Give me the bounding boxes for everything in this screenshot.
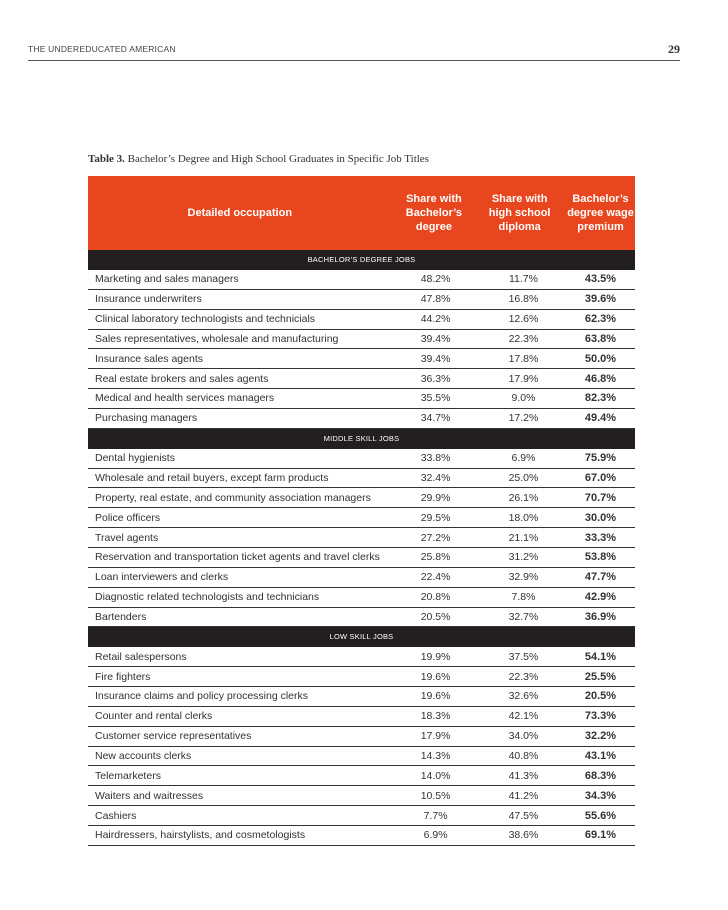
bachelors-share-cell: 25.8% [420,551,451,564]
table-row [88,290,635,310]
wage-premium-cell: 42.9% [584,591,617,604]
wage-premium-cell: 75.9% [584,452,617,465]
highschool-share-cell: 17.2% [508,412,539,425]
highschool-share-cell: 17.8% [508,352,539,365]
running-head: THE UNDEREDUCATED AMERICAN [28,44,176,54]
bachelors-share-cell: 47.8% [420,293,451,306]
wage-premium-cell: 70.7% [584,491,617,504]
highschool-share-cell: 42.1% [508,710,539,723]
occupation-cell: Reservation and transportation ticket agents and travel clerks [95,551,380,564]
highschool-share-cell: 26.1% [508,491,539,504]
table-row [88,647,635,667]
wage-premium-cell: 53.8% [584,551,617,564]
table-row [88,270,635,290]
occupation-cell: Purchasing managers [95,412,198,425]
highschool-share-cell: 7.8% [511,591,536,604]
bachelors-share-cell: 35.5% [420,392,451,405]
table-row [88,707,635,727]
table-caption-label: Table 3. [88,153,125,165]
bachelors-share-cell: 48.2% [420,273,451,286]
occupation-cell: Waiters and waitresses [95,789,204,802]
highschool-share-cell: 38.6% [508,829,539,842]
table-row [88,469,635,489]
bachelors-share-cell: 20.8% [420,591,451,604]
occupation-cell: Bartenders [95,610,147,623]
table-row [88,548,635,568]
bachelors-share-cell: 22.4% [420,571,451,584]
wage-premium-cell: 20.5% [584,690,617,703]
wage-premium-cell: 67.0% [584,472,617,485]
wage-premium-cell: 25.5% [584,670,617,683]
occupation-cell: Cashiers [95,809,137,822]
bachelors-share-cell: 14.0% [420,769,451,782]
wage-premium-cell: 39.6% [584,293,617,306]
table-row [88,330,635,350]
wage-premium-cell: 54.1% [584,650,617,663]
occupation-cell: Clinical laboratory technologists and technicials [95,313,316,326]
occupation-cell: Hairdressers, hairstylists, and cosmetologists [95,829,306,842]
table-row [88,488,635,508]
wage-premium-cell: 69.1% [584,829,617,842]
table-row [88,826,635,846]
occupation-cell: Travel agents [95,531,159,544]
bachelors-share-cell: 17.9% [420,730,451,743]
highschool-share-cell: 40.8% [508,749,539,762]
bachelors-share-cell: 32.4% [420,472,451,485]
occupation-cell: Sales representatives, wholesale and manufacturing [95,332,339,345]
highschool-share-cell: 32.6% [508,690,539,703]
occupation-cell: Real estate brokers and sales agents [95,372,269,385]
highschool-share-cell: 16.8% [508,293,539,306]
table-row [88,786,635,806]
wage-premium-cell: 73.3% [584,710,617,723]
wage-premium-cell: 68.3% [584,769,617,782]
highschool-share-cell: 32.9% [508,571,539,584]
highschool-share-cell: 22.3% [508,332,539,345]
wage-premium-cell: 82.3% [584,392,617,405]
bachelors-share-cell: 6.9% [423,829,448,842]
wage-premium-cell: 46.8% [584,372,617,385]
occupation-cell: Telemarketers [95,769,161,782]
highschool-share-cell: 21.1% [508,531,539,544]
occupation-cell: Wholesale and retail buyers, except farm products [95,472,329,485]
occupation-cell: Police officers [95,511,161,524]
bachelors-share-cell: 44.2% [420,313,451,326]
wage-premium-cell: 43.5% [584,273,617,286]
occupation-cell: Diagnostic related technologists and technicians [95,591,320,604]
bachelors-share-cell: 29.9% [420,491,451,504]
table-row [88,389,635,409]
highschool-share-cell: 47.5% [508,809,539,822]
table-row [88,528,635,548]
wage-premium-cell: 33.3% [584,531,617,544]
table-row [88,806,635,826]
occupation-cell: Loan interviewers and clerks [95,571,229,584]
highschool-share-cell: 11.7% [508,273,538,286]
bachelors-share-cell: 29.5% [420,511,451,524]
wage-premium-cell: 55.6% [584,809,617,822]
bachelors-share-cell: 19.6% [420,670,451,683]
section-header: BACHELOR’S DEGREE JOBS [88,250,635,270]
occupation-cell: Medical and health services managers [95,392,275,405]
occupation-table [88,176,635,846]
wage-premium-cell: 34.3% [584,789,617,802]
bachelors-share-cell: 39.4% [420,332,451,345]
bachelors-share-cell: 39.4% [420,352,451,365]
header-rule [28,60,680,61]
table-body [88,250,635,846]
occupation-cell: Retail salespersons [95,650,187,663]
wage-premium-cell: 30.0% [584,511,617,524]
wage-premium-cell: 36.9% [584,610,617,623]
highschool-share-cell: 9.0% [511,392,536,405]
wage-premium-cell: 43.1% [584,749,617,762]
bachelors-share-cell: 34.7% [420,412,451,425]
table-row [88,747,635,767]
table-caption [88,153,429,165]
wage-premium-cell: 62.3% [584,313,617,326]
bachelors-share-cell: 33.8% [420,452,451,465]
highschool-share-cell: 25.0% [508,472,539,485]
table-row [88,449,635,469]
occupation-cell: Insurance claims and policy processing clerks [95,690,309,703]
wage-premium-cell: 50.0% [584,352,617,365]
table-row [88,409,635,429]
occupation-cell: Counter and rental clerks [95,710,213,723]
table-row [88,568,635,588]
highschool-share-cell: 31.2% [508,551,539,564]
table-row [88,727,635,747]
occupation-cell: Insurance sales agents [95,352,203,365]
occupation-cell: Marketing and sales managers [95,273,239,286]
occupation-cell: Fire fighters [95,670,151,683]
highschool-share-cell: 12.6% [508,313,539,326]
bachelors-share-cell: 20.5% [420,610,451,623]
section-header: LOW SKILL JOBS [88,627,635,647]
header-occupation: Detailed occupation [187,207,293,219]
highschool-share-cell: 34.0% [508,730,539,743]
table-row [88,766,635,786]
wage-premium-cell: 32.2% [584,730,617,743]
bachelors-share-cell: 19.9% [420,650,451,663]
bachelors-share-cell: 36.3% [420,372,451,385]
header-share-highschool: Share with high school diploma [488,193,551,233]
wage-premium-cell: 49.4% [584,412,617,425]
occupation-cell: Dental hygienists [95,452,175,465]
wage-premium-cell: 47.7% [584,571,617,584]
highschool-share-cell: 17.9% [508,372,539,385]
occupation-cell: New accounts clerks [95,749,192,762]
section-header: MIDDLE SKILL JOBS [88,429,635,449]
page-number: 29 [668,42,680,56]
highschool-share-cell: 41.3% [508,769,539,782]
wage-premium-cell: 63.8% [584,332,617,345]
highschool-share-cell: 32.7% [508,610,539,623]
highschool-share-cell: 18.0% [508,511,539,524]
table-row [88,508,635,528]
header-share-bachelors: Share with Bachelor’s degree [405,193,463,233]
highschool-share-cell: 41.2% [508,789,539,802]
occupation-cell: Property, real estate, and community association managers [95,491,371,504]
table-header [88,176,635,250]
bachelors-share-cell: 27.2% [420,531,451,544]
occupation-cell: Customer service representatives [95,730,252,743]
table-row [88,349,635,369]
table-caption-text: Bachelor’s Degree and High School Graduates in Specific Job Titles [124,153,429,165]
bachelors-share-cell: 10.5% [420,789,451,802]
table-row [88,687,635,707]
highschool-share-cell: 6.9% [511,452,536,465]
bachelors-share-cell: 7.7% [423,809,448,822]
table-row [88,369,635,389]
bachelors-share-cell: 19.6% [420,690,451,703]
highschool-share-cell: 22.3% [508,670,539,683]
highschool-share-cell: 37.5% [508,650,539,663]
bachelors-share-cell: 18.3% [420,710,451,723]
header-wage-premium: Bachelor’s degree wage premium [567,193,634,233]
table-row [88,588,635,608]
table-row [88,667,635,687]
table-row [88,608,635,628]
occupation-cell: Insurance underwriters [95,293,202,306]
table-row [88,310,635,330]
bachelors-share-cell: 14.3% [420,749,451,762]
